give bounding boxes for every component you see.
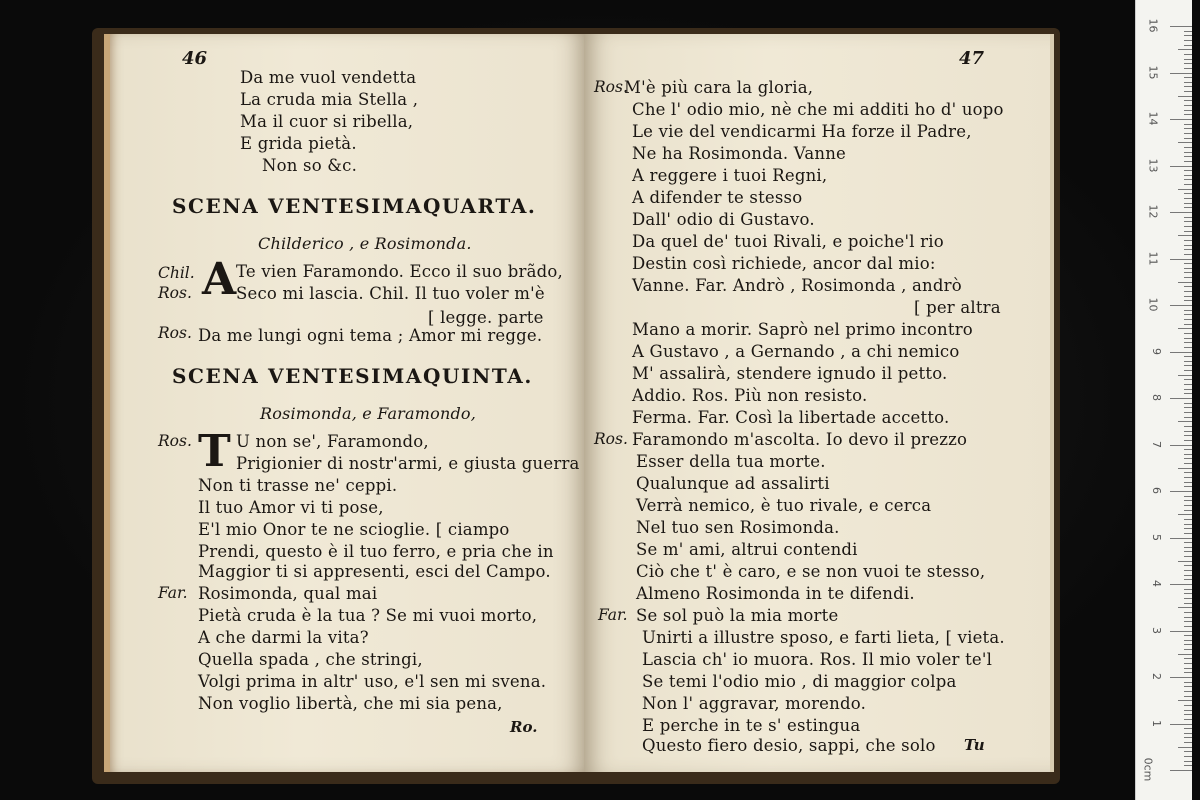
- ruler-minor-tick: [1184, 35, 1192, 36]
- scene-heading: SCENA VENTESIMAQUINTA.: [172, 364, 533, 388]
- verse-line: E grida pietà.: [240, 134, 357, 153]
- ruler-minor-tick: [1184, 31, 1192, 32]
- verse-line: A difender te stesso: [632, 188, 803, 207]
- ruler-minor-tick: [1184, 598, 1192, 599]
- ruler-label: 11: [1146, 251, 1160, 265]
- ruler-minor-tick: [1184, 733, 1192, 734]
- ruler-minor-tick: [1178, 468, 1192, 469]
- speaker-label: Ros.: [594, 78, 628, 96]
- verse-line: A che darmi la vita?: [198, 628, 369, 647]
- speaker-label: Ros.: [594, 430, 628, 448]
- verse-line: Da me lungi ogni tema ; Amor mi regge.: [198, 326, 543, 345]
- verse-line: La cruda mia Stella ,: [240, 90, 419, 109]
- ruler-minor-tick: [1184, 347, 1192, 348]
- ruler-minor-tick: [1184, 500, 1192, 501]
- ruler-minor-tick: [1184, 551, 1192, 552]
- ruler-tick: [1170, 259, 1192, 260]
- ruler-minor-tick: [1184, 193, 1192, 194]
- measurement-ruler: [1135, 0, 1192, 800]
- ruler-minor-tick: [1184, 682, 1192, 683]
- ruler-tick: [1170, 631, 1192, 632]
- ruler-minor-tick: [1178, 328, 1192, 329]
- verse-line: Nel tuo sen Rosimonda.: [636, 518, 840, 537]
- ruler-minor-tick: [1184, 217, 1192, 218]
- ruler-minor-tick: [1184, 170, 1192, 171]
- ruler-minor-tick: [1184, 203, 1192, 204]
- ruler-minor-tick: [1184, 100, 1192, 101]
- drop-capital: T: [198, 426, 231, 477]
- ruler-minor-tick: [1184, 579, 1192, 580]
- ruler-minor-tick: [1184, 77, 1192, 78]
- ruler-minor-tick: [1184, 761, 1192, 762]
- ruler-minor-tick: [1178, 282, 1192, 283]
- ruler-minor-tick: [1184, 59, 1192, 60]
- verse-line: Mano a morir. Saprò nel primo incontro: [632, 320, 973, 339]
- ruler-minor-tick: [1184, 40, 1192, 41]
- ruler-tick: [1170, 212, 1192, 213]
- ruler-minor-tick: [1184, 719, 1192, 720]
- ruler-minor-tick: [1184, 361, 1192, 362]
- ruler-minor-tick: [1184, 570, 1192, 571]
- ruler-minor-tick: [1178, 561, 1192, 562]
- ruler-minor-tick: [1184, 458, 1192, 459]
- ruler-minor-tick: [1184, 342, 1192, 343]
- ruler-minor-tick: [1184, 691, 1192, 692]
- ruler-minor-tick: [1184, 533, 1192, 534]
- ruler-minor-tick: [1184, 486, 1192, 487]
- ruler-minor-tick: [1184, 612, 1192, 613]
- ruler-minor-tick: [1184, 198, 1192, 199]
- ruler-minor-tick: [1184, 644, 1192, 645]
- ruler-minor-tick: [1184, 575, 1192, 576]
- ruler-minor-tick: [1184, 756, 1192, 757]
- ruler-minor-tick: [1184, 412, 1192, 413]
- ruler-minor-tick: [1184, 124, 1192, 125]
- ruler-minor-tick: [1184, 254, 1192, 255]
- ruler-minor-tick: [1184, 668, 1192, 669]
- ruler-minor-tick: [1184, 621, 1192, 622]
- ruler-minor-tick: [1184, 272, 1192, 273]
- ruler-minor-tick: [1184, 463, 1192, 464]
- ruler-tick: [1170, 352, 1192, 353]
- ruler-minor-tick: [1184, 672, 1192, 673]
- ruler-minor-tick: [1184, 696, 1192, 697]
- scene-heading: SCENA VENTESIMAQUARTA.: [172, 194, 537, 218]
- verse-line: Unirti a illustre sposo, e farti lieta, [ vieta.: [642, 628, 1005, 647]
- ruler-minor-tick: [1184, 161, 1192, 162]
- page-number-left: 46: [182, 48, 208, 69]
- ruler-tick: [1170, 584, 1192, 585]
- verse-line: A Gustavo , a Gernando , a chi nemico: [632, 342, 960, 361]
- ruler-minor-tick: [1184, 300, 1192, 301]
- ruler-minor-tick: [1184, 179, 1192, 180]
- ruler-minor-tick: [1184, 407, 1192, 408]
- speaker-label: Far.: [598, 606, 628, 624]
- ruler-minor-tick: [1184, 710, 1192, 711]
- ruler-minor-tick: [1184, 635, 1192, 636]
- ruler-minor-tick: [1178, 700, 1192, 701]
- ruler-minor-tick: [1184, 663, 1192, 664]
- ruler-label: 5: [1150, 533, 1163, 541]
- ruler-label: 3: [1150, 626, 1163, 634]
- catchword: Tu: [964, 736, 985, 754]
- speaker-label: Ros.: [158, 324, 192, 342]
- ruler-minor-tick: [1184, 565, 1192, 566]
- ruler-minor-tick: [1184, 417, 1192, 418]
- ruler-tick: [1170, 73, 1192, 74]
- ruler-label: 6: [1150, 487, 1163, 494]
- verse-line: Volgi prima in altr' uso, e'l sen mi svena.: [198, 672, 547, 691]
- ruler-minor-tick: [1184, 649, 1192, 650]
- ruler-minor-tick: [1178, 235, 1192, 236]
- ruler-label: 15: [1146, 65, 1160, 79]
- verse-line: Addio. Ros. Più non resisto.: [632, 386, 868, 405]
- verse-line: Rosimonda, qual mai: [198, 584, 378, 603]
- ruler-label: 10: [1146, 297, 1160, 312]
- verse-line: Le vie del vendicarmi Ha forze il Padre,: [632, 122, 972, 141]
- ruler-minor-tick: [1184, 603, 1192, 604]
- verse-line: Prigionier di nostr'armi, e giusta guerra: [236, 454, 580, 473]
- verse-line: Te vien Faramondo. Ecco il suo brãdo,: [236, 262, 563, 281]
- scene-persons: Childerico , e Rosimonda.: [258, 234, 472, 253]
- ruler-minor-tick: [1184, 91, 1192, 92]
- ruler-minor-tick: [1184, 240, 1192, 241]
- verse-line: Dall' odio di Gustavo.: [632, 210, 815, 229]
- ruler-minor-tick: [1184, 393, 1192, 394]
- verse-line: Che l' odio mio, nè che mi additi ho d' uopo: [632, 100, 1004, 119]
- verse-line: [ per altra: [914, 298, 1001, 317]
- verse-line: Ferma. Far. Così la libertade accetto.: [632, 408, 950, 427]
- verse-line: Da me vuol vendetta: [240, 68, 417, 87]
- ruler-label: 14: [1146, 111, 1160, 126]
- ruler-minor-tick: [1184, 138, 1192, 139]
- ruler-minor-tick: [1178, 49, 1192, 50]
- ruler-minor-tick: [1184, 152, 1192, 153]
- speaker-label: Far.: [158, 584, 188, 602]
- ruler-label: 12: [1146, 204, 1160, 219]
- ruler-minor-tick: [1178, 654, 1192, 655]
- ruler-minor-tick: [1184, 686, 1192, 687]
- catchword: Ro.: [510, 718, 538, 736]
- ruler-minor-tick: [1184, 226, 1192, 227]
- ruler-minor-tick: [1184, 370, 1192, 371]
- ruler-minor-tick: [1184, 45, 1192, 46]
- verse-line: Quella spada , che stringi,: [198, 650, 423, 669]
- ruler-minor-tick: [1184, 286, 1192, 287]
- ruler-minor-tick: [1184, 626, 1192, 627]
- verse-line: E perche in te s' estingua: [642, 716, 861, 735]
- ruler-minor-tick: [1184, 86, 1192, 87]
- ruler-minor-tick: [1184, 105, 1192, 106]
- ruler-minor-tick: [1184, 426, 1192, 427]
- page-number-right: 47: [958, 48, 984, 69]
- ruler-minor-tick: [1184, 379, 1192, 380]
- verse-line: Non ti trasse ne' ceppi.: [198, 476, 398, 495]
- ruler-minor-tick: [1184, 277, 1192, 278]
- ruler-tick: [1170, 491, 1192, 492]
- ruler-minor-tick: [1184, 454, 1192, 455]
- ruler-label: 2: [1150, 673, 1163, 680]
- ruler-minor-tick: [1184, 440, 1192, 441]
- ruler-minor-tick: [1184, 742, 1192, 743]
- ruler-minor-tick: [1184, 435, 1192, 436]
- ruler-minor-tick: [1184, 333, 1192, 334]
- ruler-minor-tick: [1184, 268, 1192, 269]
- ruler-minor-tick: [1184, 524, 1192, 525]
- speaker-label: Chil.: [158, 264, 195, 282]
- ruler-minor-tick: [1178, 747, 1192, 748]
- ruler-minor-tick: [1184, 403, 1192, 404]
- ruler-label: 8: [1150, 394, 1163, 401]
- ruler-minor-tick: [1184, 640, 1192, 641]
- verse-line: Qualunque ad assalirti: [636, 474, 830, 493]
- ruler-label: 4: [1150, 580, 1163, 587]
- ruler-tick: [1170, 166, 1192, 167]
- ruler-minor-tick: [1184, 147, 1192, 148]
- ruler-minor-tick: [1184, 714, 1192, 715]
- ruler-minor-tick: [1184, 542, 1192, 543]
- ruler-minor-tick: [1184, 449, 1192, 450]
- ruler-label: 9: [1150, 347, 1163, 355]
- ruler-minor-tick: [1184, 231, 1192, 232]
- ruler-minor-tick: [1184, 477, 1192, 478]
- right-page: [584, 34, 1054, 772]
- ruler-minor-tick: [1184, 728, 1192, 729]
- speaker-label: Ros.: [158, 432, 192, 450]
- ruler-minor-tick: [1184, 68, 1192, 69]
- ruler-minor-tick: [1184, 482, 1192, 483]
- ruler-minor-tick: [1184, 54, 1192, 55]
- ruler-minor-tick: [1184, 496, 1192, 497]
- verse-line: Questo fiero desio, sappi, che solo: [642, 736, 936, 755]
- ruler-minor-tick: [1184, 765, 1192, 766]
- ruler-minor-tick: [1184, 705, 1192, 706]
- ruler-minor-tick: [1184, 737, 1192, 738]
- verse-line: A reggere i tuoi Regni,: [632, 166, 828, 185]
- verse-line: Il tuo Amor vi ti pose,: [198, 498, 384, 517]
- verse-line: Non l' aggravar, morendo.: [642, 694, 867, 713]
- ruler-minor-tick: [1184, 472, 1192, 473]
- verse-line: Almeno Rosimonda in te difendi.: [636, 584, 915, 603]
- verse-line: [ legge. parte: [428, 308, 544, 327]
- ruler-minor-tick: [1178, 189, 1192, 190]
- ruler-minor-tick: [1184, 314, 1192, 315]
- ruler-label: 16: [1146, 18, 1160, 33]
- ruler-tick: [1170, 119, 1192, 120]
- ruler-minor-tick: [1184, 110, 1192, 111]
- ruler-tick: [1170, 677, 1192, 678]
- drop-capital: A: [202, 254, 237, 305]
- verse-line: Se temi l'odio mio , di maggior colpa: [642, 672, 957, 691]
- ruler-minor-tick: [1184, 384, 1192, 385]
- ruler-minor-tick: [1178, 142, 1192, 143]
- ruler-minor-tick: [1184, 133, 1192, 134]
- verse-line: Destin così richiede, ancor dal mio:: [632, 254, 936, 273]
- ruler-minor-tick: [1178, 375, 1192, 376]
- ruler-minor-tick: [1184, 658, 1192, 659]
- ruler-minor-tick: [1184, 528, 1192, 529]
- ruler-minor-tick: [1184, 589, 1192, 590]
- ruler-minor-tick: [1184, 245, 1192, 246]
- ruler-label: 13: [1146, 158, 1160, 172]
- ruler-label: 7: [1150, 440, 1163, 448]
- ruler-tick: [1170, 770, 1192, 771]
- ruler-minor-tick: [1184, 319, 1192, 320]
- ruler-tick: [1170, 398, 1192, 399]
- ruler-minor-tick: [1184, 207, 1192, 208]
- verse-line: M' assalirà, stendere ignudo il petto.: [632, 364, 948, 383]
- speaker-label: Ros.: [158, 284, 192, 302]
- ruler-minor-tick: [1184, 310, 1192, 311]
- ruler-tick: [1170, 305, 1192, 306]
- verse-line: Faramondo m'ascolta. Io devo il prezzo: [632, 430, 968, 449]
- verse-line: Se m' ami, altrui contendi: [636, 540, 858, 559]
- verse-line: Verrà nemico, è tuo rivale, e cerca: [636, 496, 932, 515]
- ruler-minor-tick: [1178, 96, 1192, 97]
- ruler-minor-tick: [1184, 221, 1192, 222]
- ruler-minor-tick: [1178, 607, 1192, 608]
- scene-persons: Rosimonda, e Faramondo,: [260, 404, 477, 423]
- ruler-minor-tick: [1184, 63, 1192, 64]
- verse-line: Prendi, questo è il tuo ferro, e pria che in: [198, 542, 554, 561]
- ruler-minor-tick: [1184, 593, 1192, 594]
- verse-line: Lascia ch' io muora. Ros. Il mio voler te'l: [642, 650, 993, 669]
- verse-line: E'l mio Onor te ne scioglie. [ ciampo: [198, 520, 510, 539]
- ruler-tick: [1170, 724, 1192, 725]
- ruler-minor-tick: [1184, 156, 1192, 157]
- verse-line: Maggior ti si appresenti, esci del Campo.: [198, 562, 551, 581]
- ruler-minor-tick: [1184, 751, 1192, 752]
- verse-line: Da quel de' tuoi Rivali, e poiche'l rio: [632, 232, 944, 251]
- verse-line: Non so &c.: [262, 156, 358, 175]
- verse-line: Ciò che t' è caro, e se non vuoi te stesso,: [636, 562, 986, 581]
- ruler-label: 0cm: [1141, 757, 1155, 782]
- verse-line: M'è più cara la gloria,: [624, 78, 814, 97]
- ruler-minor-tick: [1184, 175, 1192, 176]
- verse-line: Esser della tua morte.: [636, 452, 826, 471]
- ruler-minor-tick: [1184, 356, 1192, 357]
- ruler-tick: [1170, 26, 1192, 27]
- ruler-minor-tick: [1184, 556, 1192, 557]
- ruler-minor-tick: [1184, 291, 1192, 292]
- ruler-minor-tick: [1184, 114, 1192, 115]
- ruler-minor-tick: [1184, 249, 1192, 250]
- ruler-minor-tick: [1184, 519, 1192, 520]
- ruler-minor-tick: [1184, 128, 1192, 129]
- ruler-minor-tick: [1184, 338, 1192, 339]
- verse-line: Ne ha Rosimonda. Vanne: [632, 144, 847, 163]
- ruler-minor-tick: [1178, 514, 1192, 515]
- verse-line: U non se', Faramondo,: [236, 432, 429, 451]
- ruler-tick: [1170, 538, 1192, 539]
- ruler-minor-tick: [1184, 389, 1192, 390]
- ruler-minor-tick: [1184, 510, 1192, 511]
- ruler-minor-tick: [1184, 184, 1192, 185]
- ruler-minor-tick: [1184, 263, 1192, 264]
- verse-line: Pietà cruda è la tua ? Se mi vuoi morto,: [198, 606, 538, 625]
- ruler-minor-tick: [1184, 82, 1192, 83]
- left-page: [104, 34, 586, 772]
- verse-line: Non voglio libertà, che mi sia pena,: [198, 694, 503, 713]
- verse-line: Seco mi lascia. Chil. Il tuo voler m'è: [236, 284, 545, 303]
- ruler-minor-tick: [1184, 365, 1192, 366]
- ruler-tick: [1170, 445, 1192, 446]
- verse-line: Vanne. Far. Andrò , Rosimonda , andrò: [632, 276, 962, 295]
- ruler-minor-tick: [1184, 324, 1192, 325]
- ruler-minor-tick: [1184, 296, 1192, 297]
- ruler-minor-tick: [1184, 547, 1192, 548]
- ruler-minor-tick: [1184, 505, 1192, 506]
- verse-line: Ma il cuor si ribella,: [240, 112, 414, 131]
- verse-line: Se sol può la mia morte: [636, 606, 839, 625]
- ruler-minor-tick: [1184, 431, 1192, 432]
- ruler-label: 1: [1150, 719, 1163, 727]
- ruler-minor-tick: [1184, 617, 1192, 618]
- ruler-minor-tick: [1178, 421, 1192, 422]
